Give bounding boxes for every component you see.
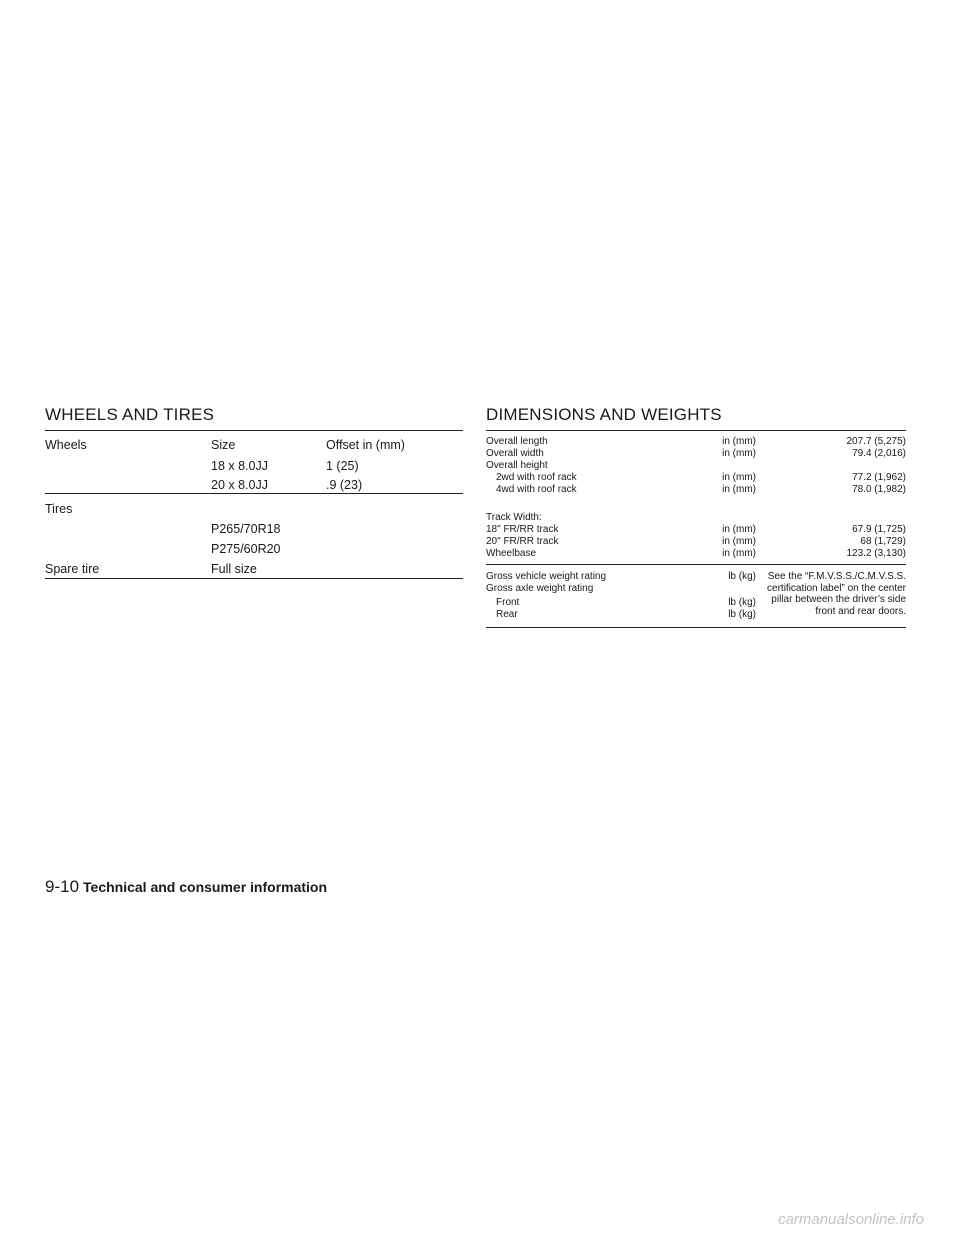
dimension-label: Wheelbase: [486, 548, 537, 559]
dimension-label: 18" FR/RR track: [486, 524, 559, 535]
dimension-row: [486, 460, 906, 472]
wheels-header: Wheels: [45, 438, 87, 452]
dimensions-title: DIMENSIONS AND WEIGHTS: [486, 405, 722, 424]
wheels-tires-title: WHEELS AND TIRES: [45, 405, 215, 424]
dimension-row: [486, 472, 906, 484]
wheels-divider: [45, 493, 463, 494]
dimension-row: [486, 512, 906, 524]
dimension-label: 2wd with roof rack: [496, 472, 577, 483]
weight-label: Rear: [496, 609, 518, 620]
dimension-label: Overall width: [486, 448, 544, 459]
dimension-value: 207.7 (5,275): [846, 436, 906, 447]
dimension-unit: in (mm): [722, 524, 756, 535]
dimension-label: Overall length: [486, 436, 548, 447]
wheels-bottom-rule: [45, 578, 463, 579]
gvw-certification-note: See the “F.M.V.S.S./C.M.V.S.S. certification label” on the center pillar between the driver’s side front and rear doors.: [767, 571, 906, 617]
tires-label: Tires: [45, 502, 73, 516]
dimension-row: [486, 524, 906, 536]
spare-tire-value: Full size: [211, 562, 257, 576]
page-footer: [45, 877, 327, 897]
dimension-row: [486, 484, 906, 496]
dimension-row: [486, 448, 906, 460]
dimension-value: 77.2 (1,962): [852, 472, 906, 483]
chapter-title: Technical and consumer information: [83, 879, 328, 895]
dimension-label: 20" FR/RR track: [486, 536, 559, 547]
dimension-value: 78.0 (1,982): [852, 484, 906, 495]
tire-size-cell: P265/70R18: [211, 522, 281, 536]
wheel-offset-cell: 1 (25): [326, 459, 359, 473]
dimension-label: Overall height: [486, 460, 548, 471]
wheel-offset-cell: .9 (23): [326, 478, 363, 492]
dimension-value: 79.4 (2,016): [852, 448, 906, 459]
dimension-label: Track Width:: [486, 512, 542, 523]
dimension-row: [486, 436, 906, 448]
dimension-value: 123.2 (3,130): [846, 548, 906, 559]
dimension-value: 67.9 (1,725): [852, 524, 906, 535]
weight-unit: lb (kg): [728, 597, 756, 608]
weight-label: Front: [496, 597, 520, 608]
dimension-row: [486, 536, 906, 548]
dimension-value: 68 (1,729): [860, 536, 906, 547]
dimension-unit: in (mm): [722, 536, 756, 547]
offset-header: Offset in (mm): [326, 438, 405, 452]
dimensions-bottom-rule: [486, 627, 906, 628]
page-number: 9-10: [45, 877, 80, 896]
tire-size-cell: P275/60R20: [211, 542, 281, 556]
weight-label: Gross vehicle weight rating: [486, 571, 607, 582]
watermark-text: carmanualsonline.info: [778, 1211, 924, 1228]
dimensions-title-rule: [486, 430, 906, 431]
wheels-title-rule: [45, 430, 463, 431]
wheel-size-cell: 18 x 8.0JJ: [211, 459, 268, 473]
dimension-label: 4wd with roof rack: [496, 484, 577, 495]
dimensions-divider: [486, 564, 906, 565]
weight-unit: lb (kg): [728, 609, 756, 620]
spare-tire-label: Spare tire: [45, 562, 100, 576]
size-header: Size: [211, 438, 236, 452]
wheel-size-cell: 20 x 8.0JJ: [211, 478, 268, 492]
dimension-unit: in (mm): [722, 472, 756, 483]
weight-unit: lb (kg): [728, 571, 756, 582]
dimension-unit: in (mm): [722, 436, 756, 447]
dimension-unit: in (mm): [722, 484, 756, 495]
dimension-unit: in (mm): [722, 448, 756, 459]
dimension-unit: in (mm): [722, 548, 756, 559]
dimension-row: [486, 548, 906, 560]
weight-label: Gross axle weight rating: [486, 583, 594, 594]
